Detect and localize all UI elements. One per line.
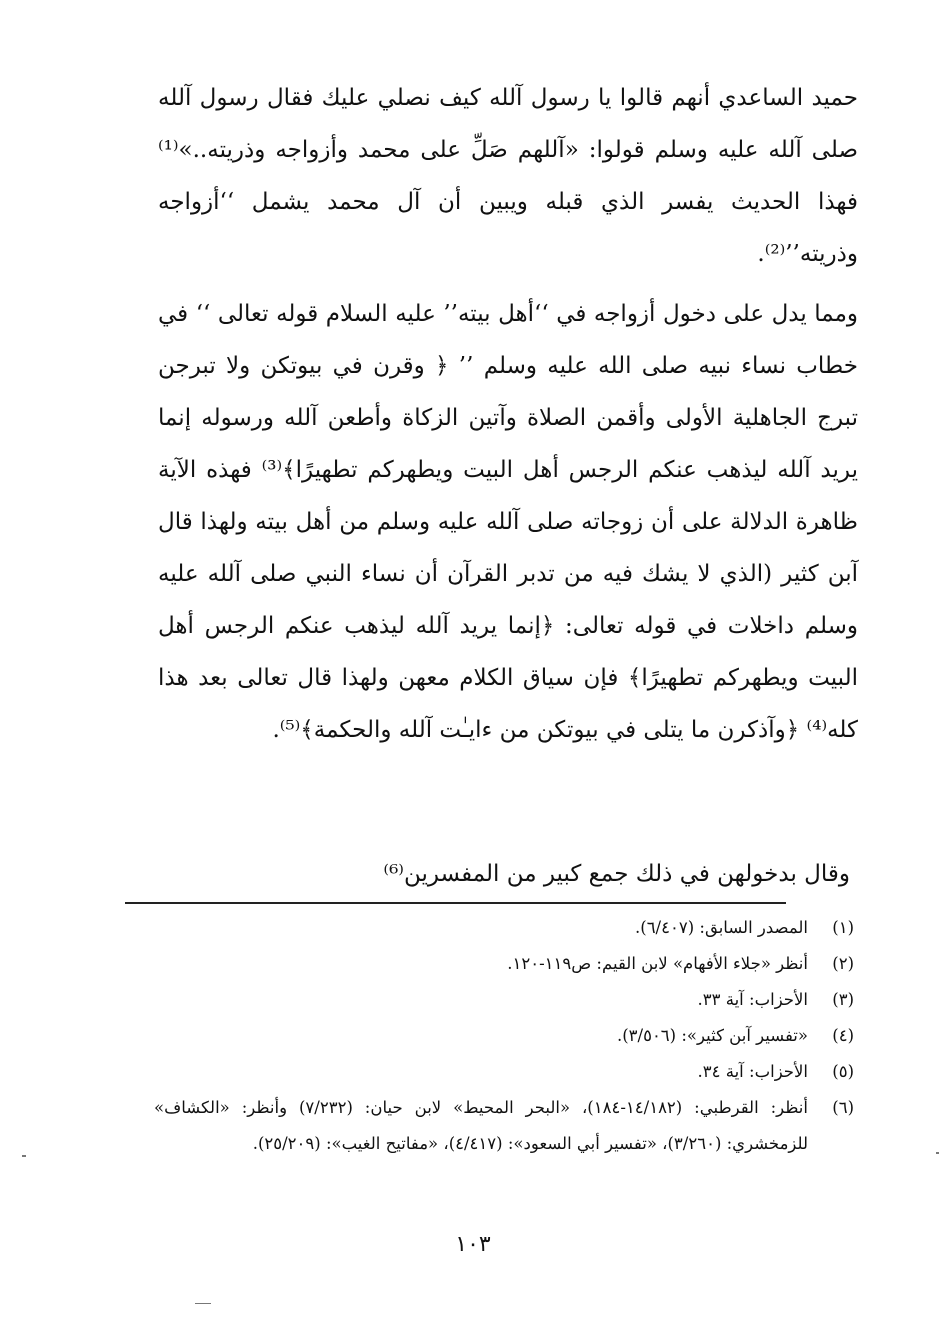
footnote-text: المصدر السابق: (٦/٤٠٧). [635,918,808,937]
main-text [158,72,858,756]
text-line: وأزواجه وذريته..»⁽¹⁾ فهذا الحديث يفسر الذي قبله ويبين أن آل [158,137,859,215]
footnote-number: (٦) [832,1098,854,1117]
footnote-divider [125,902,786,904]
scan-speck [22,1155,26,1157]
footnote-5 [154,1054,854,1090]
scan-speck [936,1152,939,1154]
scan-speck [195,1303,211,1304]
footnote-text: الأحزاب: آية ٣٤. [697,1062,808,1081]
footnote-3 [154,982,854,1018]
paragraph-2 [158,288,858,756]
footnote-1 [154,910,854,946]
text-line: داخلات في قوله تعالى: ﴿إنما يريد آلله ليذهب عنكم الرجس أهل [158,613,795,639]
text-line: البيت ويطهركم تطهيرًا﴾ فإن سياق الكلام معهن ولهذا قال تعالى [237,665,859,691]
text-line: حميد الساعدي أنهم قالوا يا رسول آلله كيف نصلي عليك فقال [266,85,858,111]
footnotes [154,910,854,1162]
text-line: في بيوتكن ولا تبرجن تبرج الجاهلية الأولى وأقمن الصلاة وآتين [158,353,858,431]
footnote-number: (٤) [832,1026,854,1045]
text-line: بعد هذا كله⁽⁴⁾ ﴿وآذكرن ما يتلى في بيوتكن من ءايـٰت آلله [158,665,858,743]
footnote-text: الأحزاب: آية ٣٣. [697,990,808,1009]
text-line: الزكاة وأطعن آلله ورسوله إنما يريد آلله ليذهب عنكم الرجس أهل [158,405,858,483]
page-number: ١٠٣ [455,1232,491,1257]
text-line: ومما يدل على دخول أزواجه في ‘‘أهل بيته’’ عليه السلام قوله [276,301,859,327]
footnote-number: (٥) [832,1062,854,1081]
footnote-text: «تفسير آبن كثير»: (٣/٥٠٦). [616,1026,808,1045]
closing-line: وقال بدخولهن في ذلك جمع كبير من المفسرين⁽⁶⁾ [383,861,850,887]
footnote-6 [154,1090,854,1162]
text-line: والحكمة﴾⁽⁵⁾. [272,717,392,743]
text-line: لا يشك فيه من تدبر القرآن أن نساء النبي صلى آلله عليه وسلم [158,561,858,639]
footnote-text: أنظر «جلاء الأفهام» لابن القيم: ص١١٩-١٢٠. [507,954,808,973]
text-line: البيت ويطهركم تطهيرًا﴾⁽³⁾ فهذه الآية ظاهرة الدلالة على أن [158,457,858,535]
footnote-2 [154,946,854,982]
text-line: محمد يشمل ‘‘أزواجه وذريته’’⁽²⁾. [158,189,858,267]
footnote-number: (١) [832,918,854,937]
footnote-number: (٣) [832,990,854,1009]
footnote-text: أنظر: القرطبي: (١٤/١٨٢-١٨٤)، «البحر المحيط» لابن حيان: (٧/٢٣٢) وأنظر: «الكشاف» للزمخشري: (٣/٢٦٠)، «تفسير أبي السعود»: (٤/٤١٧)، «مفاتيح الغيب»: (٢٥/٢٠٩). [154,1098,808,1153]
text-line: تعالى ‘‘ في خطاب نساء نبيه صلى الله عليه وسلم ’’ ﴿ وقرن [158,301,859,379]
text-line: زوجاته صلى آلله عليه وسلم من أهل بيته ولهذا قال آبن كثير (الذي [158,509,859,587]
footnote-number: (٢) [832,954,854,973]
footnote-4 [154,1018,854,1054]
paragraph-1 [158,72,858,280]
text-line: رسول آلله صلى آلله عليه وسلم قولوا: «آللهم صَلِّ على محمد [158,85,858,163]
